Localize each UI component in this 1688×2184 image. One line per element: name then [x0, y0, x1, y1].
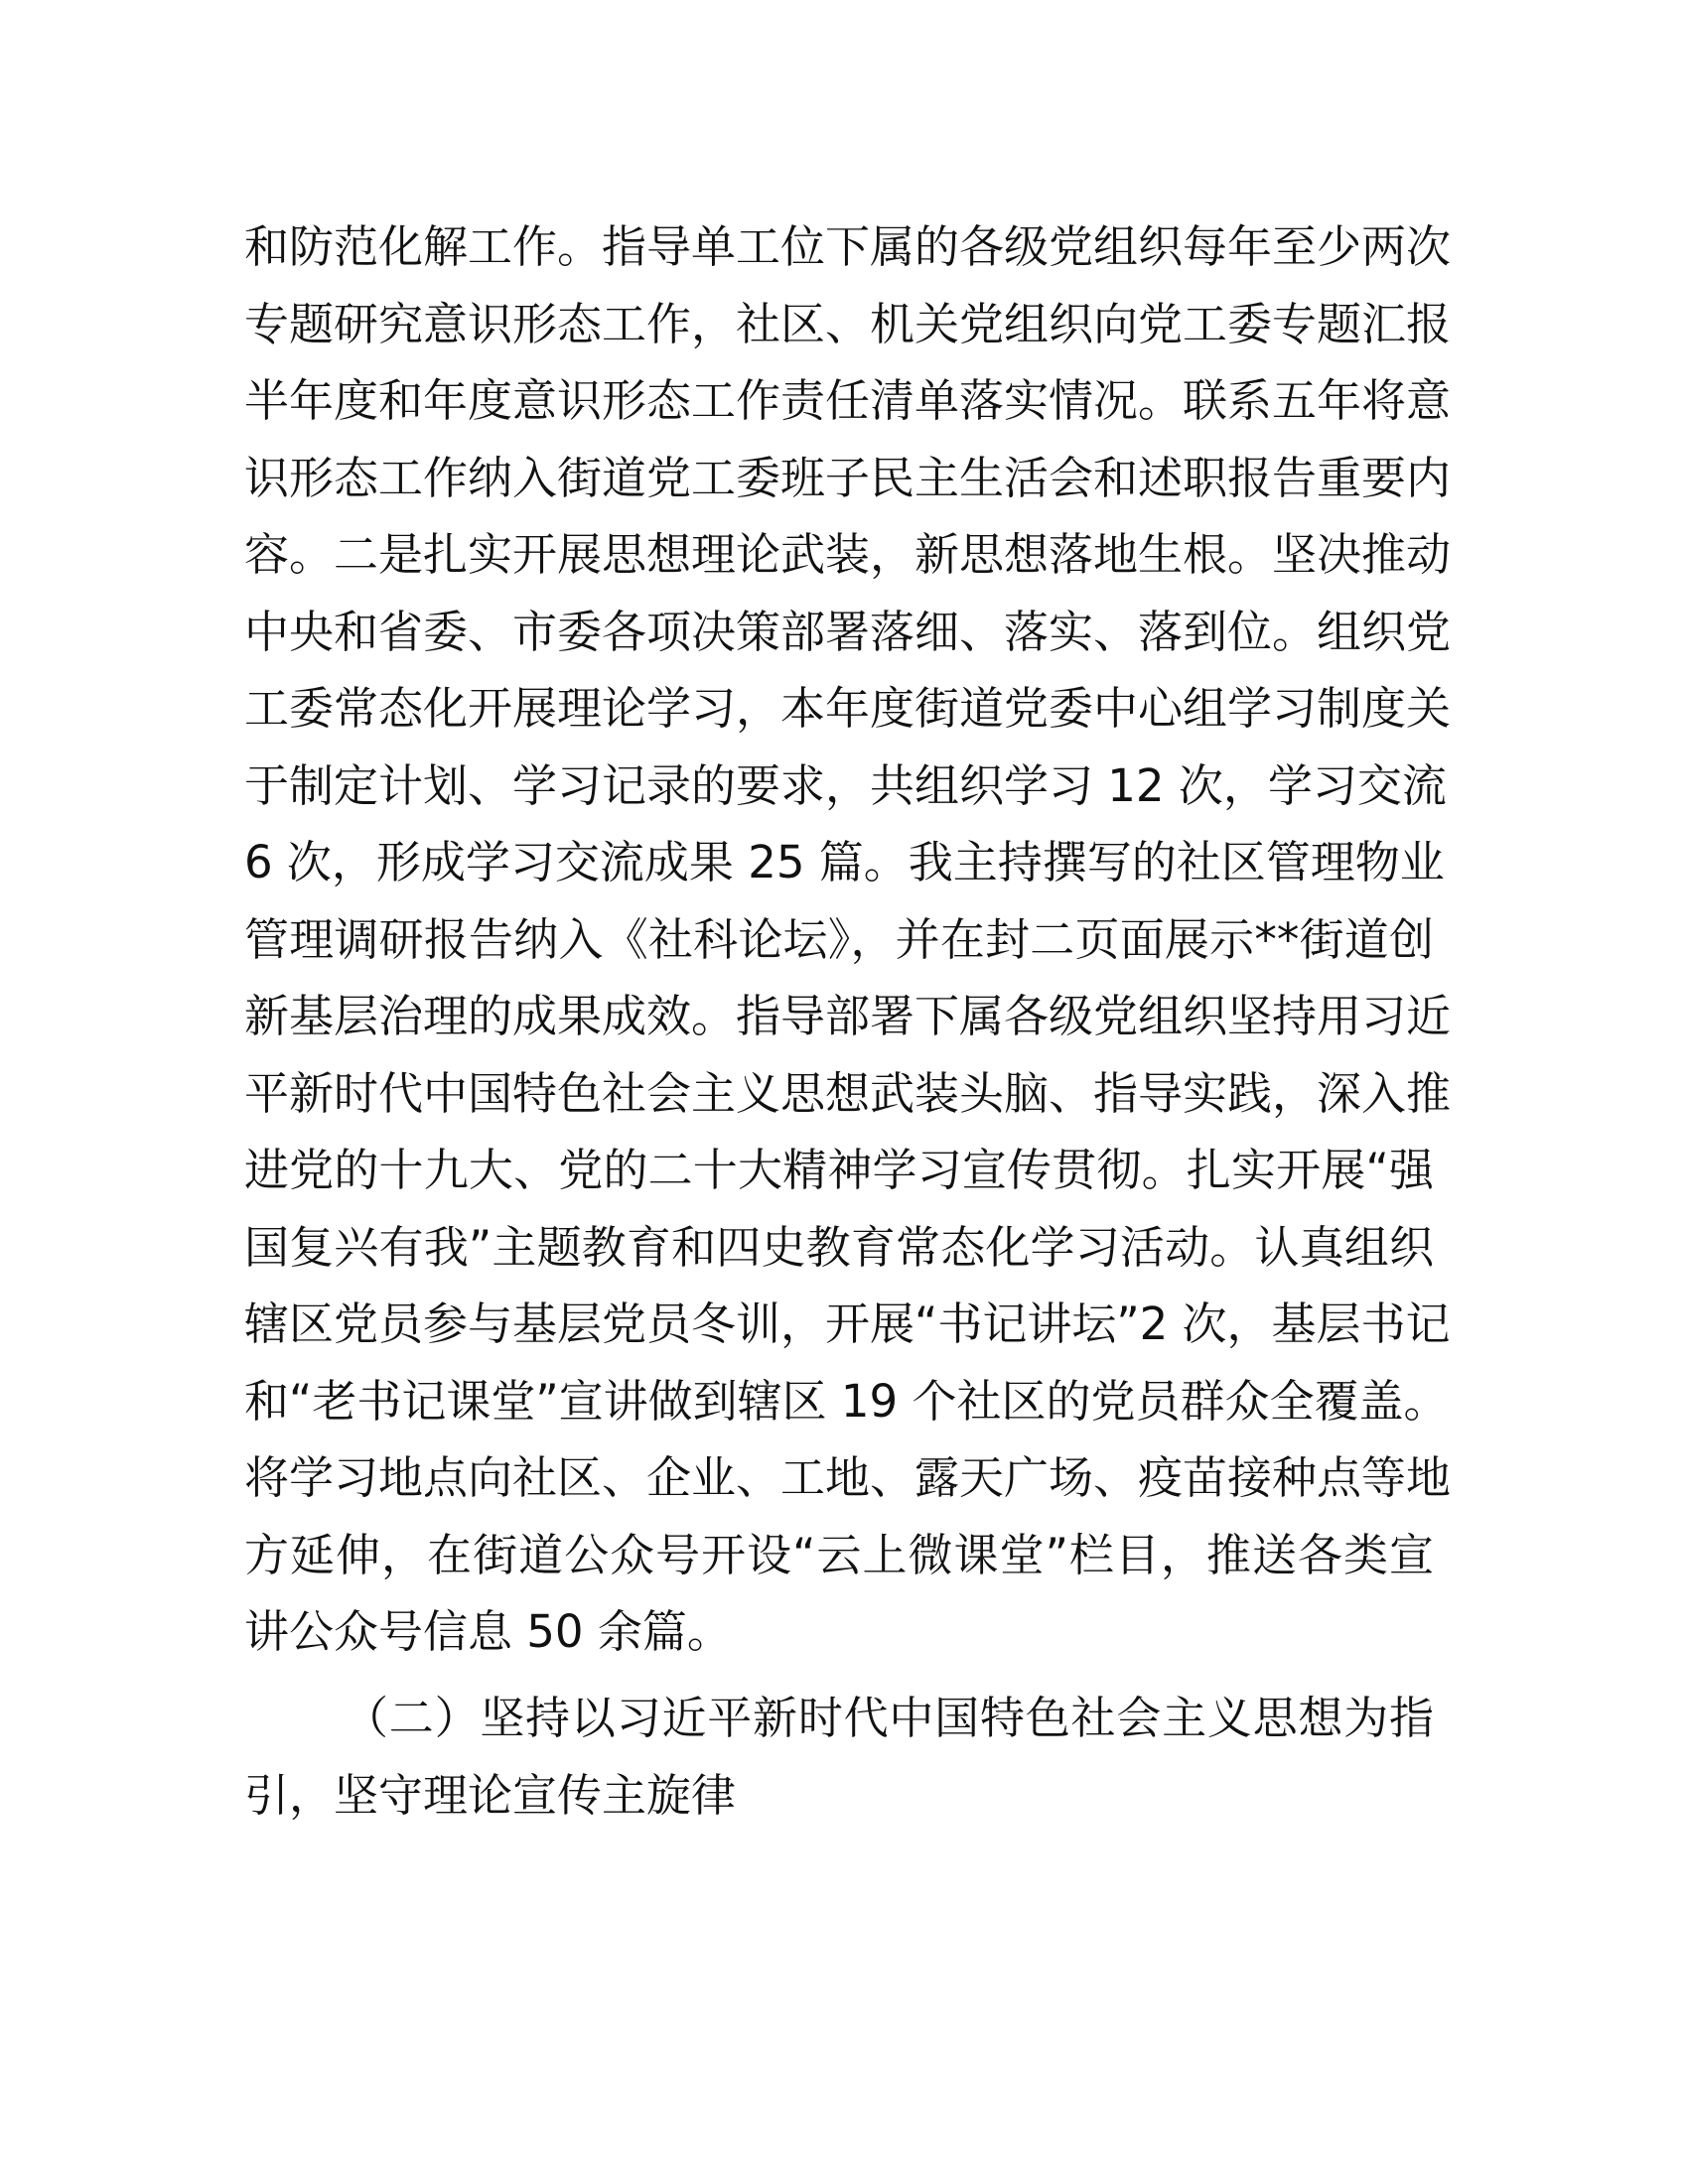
paragraph-line: 辖区党员参与基层党员冬训，开展“书记讲坛”2 次，基层书记: [244, 1297, 1451, 1350]
heading-line: 引，坚守理论宣传主旋律: [244, 1768, 737, 1822]
paragraph-line: 将学习地点向社区、企业、工地、露天广场、疫苗接种点等地: [244, 1451, 1452, 1504]
paragraph-line: 平新时代中国特色社会主义思想武装头脑、指导实践，深入推: [244, 1066, 1452, 1120]
section-heading: [244, 1680, 1434, 1834]
paragraph-line: 进党的十九大、党的二十大精神学习宣传贯彻。扎实开展“强: [244, 1144, 1434, 1196]
paragraph-line: 讲公众号信息 50 余篇。: [244, 1605, 732, 1658]
paragraph-line: 于制定计划、学习记录的要求，共组织学习 12 次，学习交流: [244, 758, 1447, 812]
paragraph-line: 识形态工作纳入街道党工委班子民主生活会和述职报告重要内: [244, 451, 1452, 504]
paragraph-line: 工委常态化开展理论学习，本年度街道党委中心组学习制度关: [244, 682, 1452, 735]
paragraph-line: 国复兴有我”主题教育和四史教育常态化学习活动。认真组织: [244, 1220, 1434, 1274]
paragraph-line: 新基层治理的成果成效。指导部署下属各级党组织坚持用习近: [244, 990, 1452, 1042]
paragraph-line: 半年度和年度意识形态工作责任清单落实情况。联系五年将意: [244, 374, 1452, 427]
body-paragraph: [244, 208, 1452, 1671]
paragraph-line: 容。二是扎实开展思想理论武装，新思想落地生根。坚决推动: [244, 528, 1452, 581]
paragraph-line: 专题研究意识形态工作，社区、机关党组织向党工委专题汇报: [244, 297, 1452, 350]
paragraph-line: 管理调研报告纳入《社科论坛》，并在封二页面展示**街道创: [244, 912, 1434, 966]
paragraph-line: 中央和省委、市委各项决策部署落细、落实、落到位。组织党: [244, 605, 1452, 658]
paragraph-line: 和“老书记课堂”宣讲做到辖区 19 个社区的党员群众全覆盖。: [244, 1374, 1449, 1428]
paragraph-line: 和防范化解工作。指导单工位下属的各级党组织每年至少两次: [244, 220, 1452, 273]
heading-line: （二）坚持以习近平新时代中国特色社会主义思想为指: [344, 1692, 1434, 1744]
paragraph-line: 6 次，形成学习交流成果 25 篇。我主持撰写的社区管理物业: [244, 836, 1445, 888]
paragraph-line: 方延伸，在街道公众号开设“云上微课堂”栏目，推送各类宣: [244, 1528, 1434, 1581]
